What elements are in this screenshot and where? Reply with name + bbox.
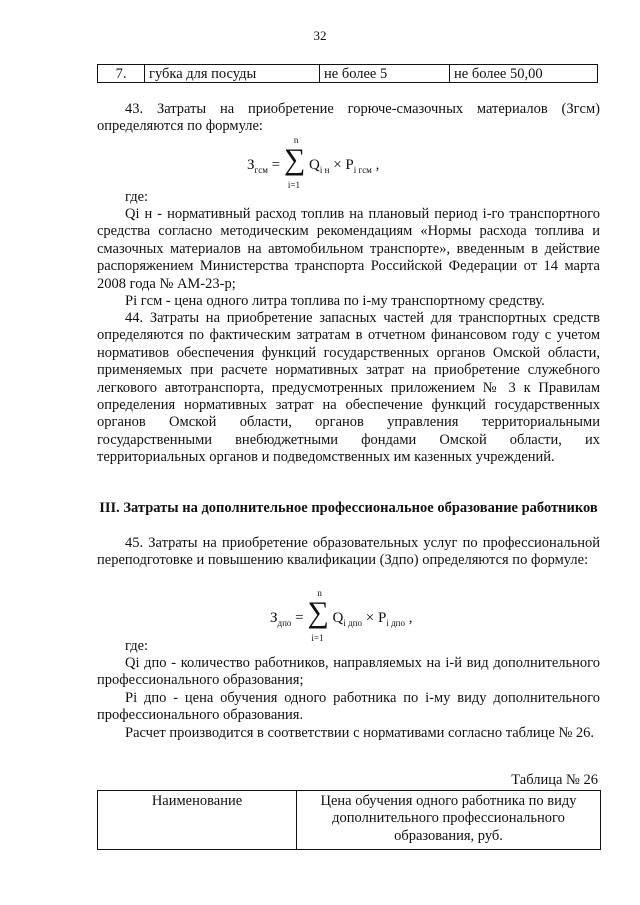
section-heading: III. Затраты на дополнительное профессиональное образование работников (99, 500, 598, 516)
row-number: 7. (98, 65, 145, 83)
paragraph-43: 43. Затраты на приобретение горюче-смазочных материалов (Згсм) определяются по формуле: (97, 101, 600, 135)
page-number: 32 (313, 28, 327, 43)
sum-symbol: ∑ n i=1 (307, 588, 329, 643)
paragraph-45: 45. Затраты на приобретение образовательных услуг по профессиональной переподготовке и повышению квалификации (Здпо) определяются по формуле: (97, 535, 600, 569)
definition-p-dpo: Pi дпо - цена обучения одного работника по i-му виду дополнительного профессионального образования. (97, 690, 600, 724)
item-price: не более 50,00 (450, 65, 598, 83)
table-header-row (98, 791, 601, 850)
definition-p-gsm: Pi гсм - цена одного литра топлива по i-му транспортному средству. (125, 293, 545, 309)
definition-q-dpo: Qi дпо - количество работников, направляемых на i-й вид дополнительного профессионального образования; (97, 655, 600, 689)
where-label-2: где: (125, 638, 149, 654)
formula-dpo: $З_{дпо}$ = ∑ n i=1 $Q_{i дпо} \times P_{i дпо}$ , (270, 588, 413, 643)
paragraph-44: 44. Затраты на приобретение запасных частей для транспортных средств определяются по фактическим затратам в отчетном финансовом году с учетом нормативов обеспечения функций государственных органов Омской области, применяемых при расчете нормативных затрат на приобретение служебного легкового автотранспорта, предусмотренных приложением № 3 к Правилам определения нормативных затрат на обеспечение функций государственных органов Омской области, органов управления территориальными государственными внебюджетными фондами Омской области, их территориальных органов и подведомственных им казенных учреждений. (97, 310, 600, 466)
table-row (98, 65, 598, 83)
definition-q-gsm: Qi н - нормативный расход топлив на плановый период i-го транспортного средства согласно методическим рекомендациям «Нормы расхода топлива и смазочных материалов на автомобильном транспорте», введенным в действие распоряжением Министерства транспорта Российской Федерации от 14 марта 2008 года № АМ-23-р; (97, 206, 600, 292)
formula-gsm: $З_{гсм}$ = ∑ n i=1 $Q_{i н} \times P_{i гсм}$ , (247, 135, 380, 190)
where-label-1: где: (125, 189, 149, 205)
sum-symbol: ∑ n i=1 (283, 135, 306, 190)
table-26 (97, 790, 601, 850)
item-name: губка для посуды (145, 65, 320, 83)
item-quantity: не более 5 (320, 65, 450, 83)
column-header-price: Цена обучения одного работника по виду дополнительного профессионального образования, руб. (297, 791, 601, 850)
items-table-fragment (97, 64, 598, 83)
column-header-name: Наименование (98, 791, 297, 850)
calculation-note: Расчет производится в соответствии с нормативами согласно таблице № 26. (125, 725, 595, 741)
table-caption: Таблица № 26 (511, 772, 598, 788)
